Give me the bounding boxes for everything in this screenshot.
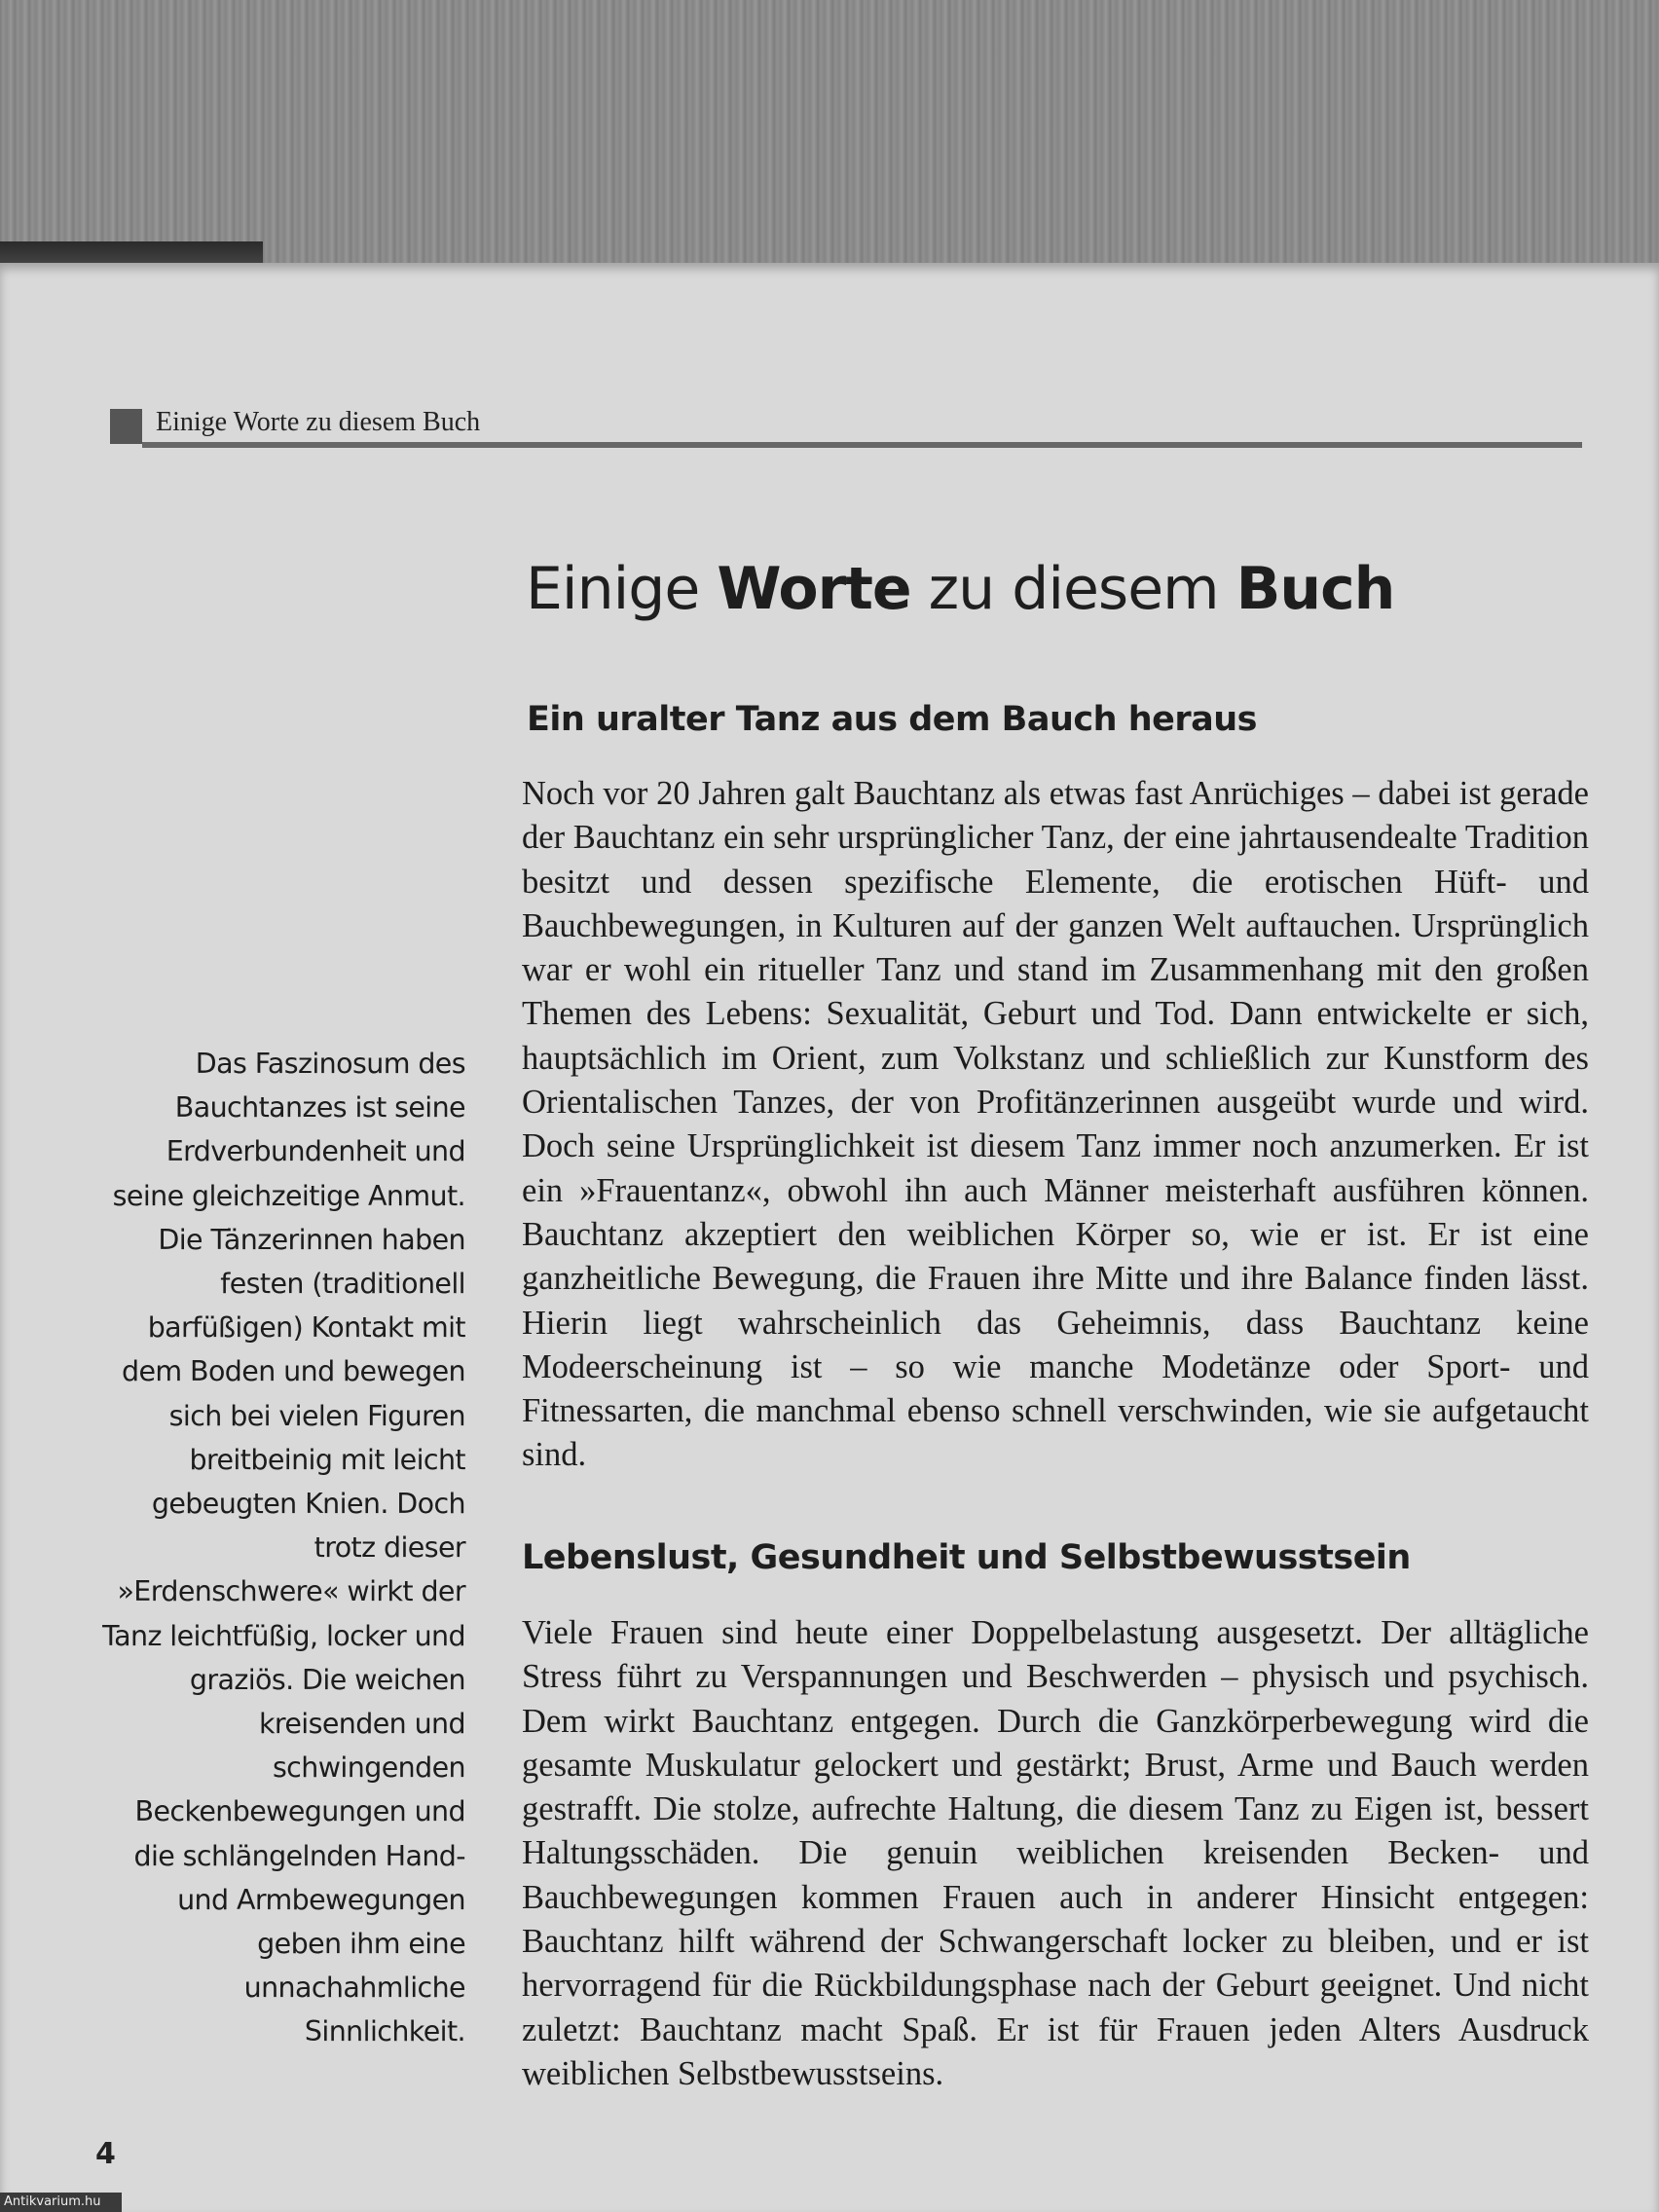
header-rule <box>142 442 1582 448</box>
title-part-1: Einige <box>526 555 718 623</box>
running-header <box>110 407 1582 450</box>
header-square-marker <box>110 409 142 444</box>
title-part-3: zu diesem <box>910 555 1236 623</box>
sidebar-quote: Das Faszinosum des Bauchtanzes ist seine Erdverbundenheit und seine gleichzeitige Anmut. Die Tänzerinnen haben festen (traditionell barfüßigen) Kontakt mit dem Boden und bewegen sich bei vielen Figuren breitbeinig mit leicht gebeugten Knien. Doch trotz dieser »Erdenschwere« wirkt der Tanz leichtfüßig, locker und graziös. Die weichen kreisenden und schwingenden Beckenbewegungen und die schlängelnden Hand- und Armbewegungen geben ihm eine unnachahmliche Sinnlichkeit. <box>102 1048 465 2048</box>
book-page <box>0 263 1659 2212</box>
title-part-2: Worte <box>717 555 911 623</box>
background-surface <box>0 0 1659 268</box>
watermark: Antikvarium.hu <box>0 2193 122 2212</box>
section-heading-2: Lebenslust, Gesundheit und Selbstbewusstsein <box>522 1538 1411 1577</box>
section-heading-1: Ein uralter Tanz aus dem Bauch heraus <box>527 700 1258 739</box>
section-1-paragraph: Noch vor 20 Jahren galt Bauchtanz als etwas fast Anrüchiges – dabei ist gerade der Bauchtanz ein sehr ursprünglicher Tanz, der eine jahrtausendealte Tradition besitzt und dessen spezifische Elemente, die erotischen Hüft- und Bauchbewegungen, in Kulturen auf der ganzen Welt auftauchen. Ursprünglich war er wohl ein ritueller Tanz und stand im Zusammenhang mit den großen Themen des Lebens: Sexualität, Geburt und Tod. Dann entwickelte er sich, hauptsächlich im Orient, zum Volkstanz und schließlich zur Kunstform des Orientalischen Tanzes, der von Profitänzerinnen ausgeübt wurde und wird. Doch seine Ursprünglichkeit ist diesem Tanz immer noch anzumerken. Er ist ein »Frauentanz«, obwohl ihn auch Männer meisterhaft ausführen können. Bauchtanz akzeptiert den weiblichen Körper so, wie er ist. Er ist eine ganzheitliche Bewegung, die Frauen ihre Mitte und ihre Balance finden lässt. Hierin liegt wahrscheinlich das Geheimnis, dass Bauchtanz keine Modeerscheinung ist – so wie manche Modetänze oder Sport- und Fitnessarten, die manchmal ebenso schnell verschwinden, wie sie aufgetaucht sind. <box>522 775 1589 1474</box>
title-part-4: Buch <box>1235 555 1395 623</box>
section-2-paragraph: Viele Frauen sind heute einer Doppelbelastung ausgesetzt. Der alltägliche Stress führt zu Verspannungen und Beschwerden – physisch und psychisch. Dem wirkt Bauchtanz entgegen. Durch die Ganzkörperbewegung wird die gesamte Muskulatur gelockert und gestärkt; Brust, Arme und Bauch werden gestrafft. Die stolze, aufrechte Haltung, die diesem Tanz zu Eigen ist, bessert Haltungsschäden. Die genuin weiblichen kreisenden Becken- und Bauchbewegungen kommen Frauen auch in anderer Hinsicht entgegen: Bauchtanz hilft während der Schwangerschaft locker zu bleiben, und er ist hervorragend für die Rückbildungsphase nach der Geburt geeignet. Und nicht zuletzt: Bauchtanz macht Spaß. Er ist für Frauen jeden Alters Ausdruck weiblichen Selbstbewusstseins. <box>522 1614 1589 2092</box>
chapter-title <box>526 555 1394 623</box>
page-number: 4 <box>95 2137 116 2171</box>
running-header-text: Einige Worte zu diesem Buch <box>156 407 481 437</box>
